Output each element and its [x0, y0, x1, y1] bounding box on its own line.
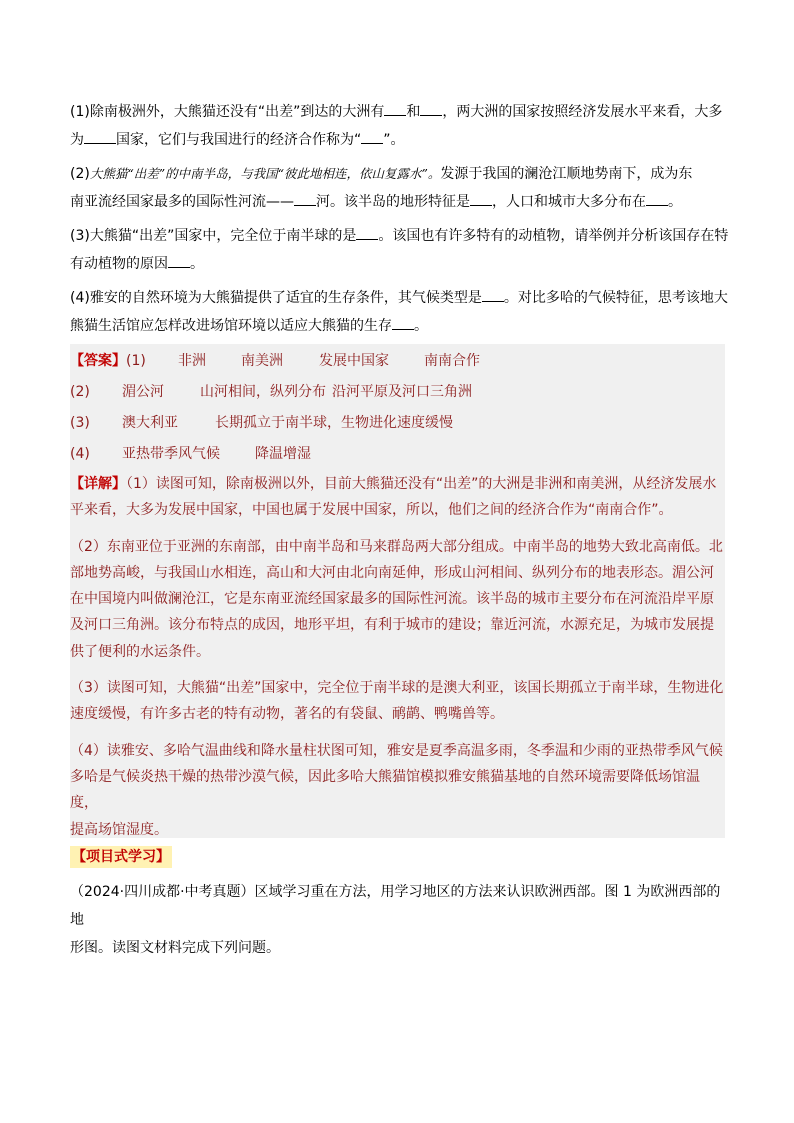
blank	[470, 189, 492, 206]
blank	[646, 189, 668, 206]
blank	[168, 251, 190, 268]
blank	[84, 127, 116, 144]
detail-tag: 【详解】	[70, 476, 126, 492]
blank	[392, 313, 414, 330]
answer-row-4: (4) 亚热带季风气候 降温增湿	[70, 445, 311, 462]
project-learning-tag: 【项目式学习】	[70, 846, 172, 868]
blank	[420, 99, 442, 116]
answer-block	[70, 345, 725, 469]
blank	[294, 189, 316, 206]
question-1: (1)除南极洲外，大熊猫还没有“出差”到达的大洲有 和 ，两大洲的国家按照经济发展水平来看，大多 为 国家，它们与我国进行的经济合作称为“ ”。	[70, 98, 730, 154]
answer-row-1: 【答案】 (1) 非洲 南美洲 发展中国家 南南合作	[70, 345, 725, 376]
question-stem: （2024·四川成都·中考真题）区域学习重在方法，用学习地区的方法来认识欧洲西部。图 1 为欧洲西部的地 形图。读图文材料完成下列问题。	[70, 884, 721, 956]
answer-tag: 【答案】	[70, 352, 126, 369]
handwritten-quote: 大熊猫“出差”的中南半岛，与我国“彼此地相连，依山复露水”。	[89, 166, 441, 181]
detail-block: 【详解】（1）读图可知，除南极洲以外，目前大熊猫还没有“出差”的大洲是非洲和南美洲，从经济发展水 平来看，大多为发展中国家，中国也属于发展中国家，所以，他们之间的经济合作为“南南合作”。 （2）东南亚位于亚洲的东南部，由中南半岛和马来群岛两大部分组成。中南半岛的地势大致北高南低。北 部地势高峻，与我国山水相连，高山和大河由北向南延伸，形成山河相间、纵列分布的地表形态。湄公河 在中国境内叫做澜沧江，它是东南亚流经国家最多的国际性河流。该半岛的城市主要分布在河流沿岸平原 及河口三角洲。该分布特点的成因，地形平坦，有利于城市的建设；靠近河流，水源充足，为城市发展提 供了便利的水运条件。 （3）读图可知，大熊猫“出差”国家中，完全位于南半球的是澳大利亚，该国长期孤立于南半球，生物进化 速度缓慢，有许多古老的特有动物，著名的有袋鼠、鸸鹋、鸭嘴兽等。 （4）读雅安、多哈气温曲线和降水量柱状图可知，雅安是夏季高温多雨，冬季温和少雨的亚热带季风气候 多哈是气候炎热干燥的热带沙漠气候，因此多哈大熊猫馆模拟雅安熊猫基地的自然环境需要降低场馆温度， 提高场馆湿度。	[70, 476, 724, 838]
answer-row-2: (2) 湄公河 山河相间，纵列分布 沿河平原及河口三角洲	[70, 383, 472, 400]
question-3: (3)大熊猫“出差”国家中，完全位于南半球的是 。该国也有许多特有的动植物，请举例并分析该国存在特 有动植物的原因 。	[70, 222, 730, 278]
question-2: (2)大熊猫“出差”的中南半岛，与我国“彼此地相连，依山复露水”。发源于我国的澜沧江顺地势南下，成为东 南亚流经国家最多的国际性河流—— 河。该半岛的地形特征是 ，人口和城市大多分布在 。	[70, 166, 693, 210]
blank	[356, 223, 378, 240]
blank	[361, 127, 383, 144]
answer-row-3: (3) 澳大利亚 长期孤立于南半球，生物进化速度缓慢	[70, 414, 453, 431]
question-4: (4)雅安的自然环境为大熊猫提供了适宜的生存条件，其气候类型是 。对比多哈的气候特征，思考该地大 熊猫生活馆应怎样改进场馆环境以适应大熊猫的生存 。	[70, 284, 730, 340]
blank	[482, 285, 504, 302]
blank	[384, 99, 406, 116]
